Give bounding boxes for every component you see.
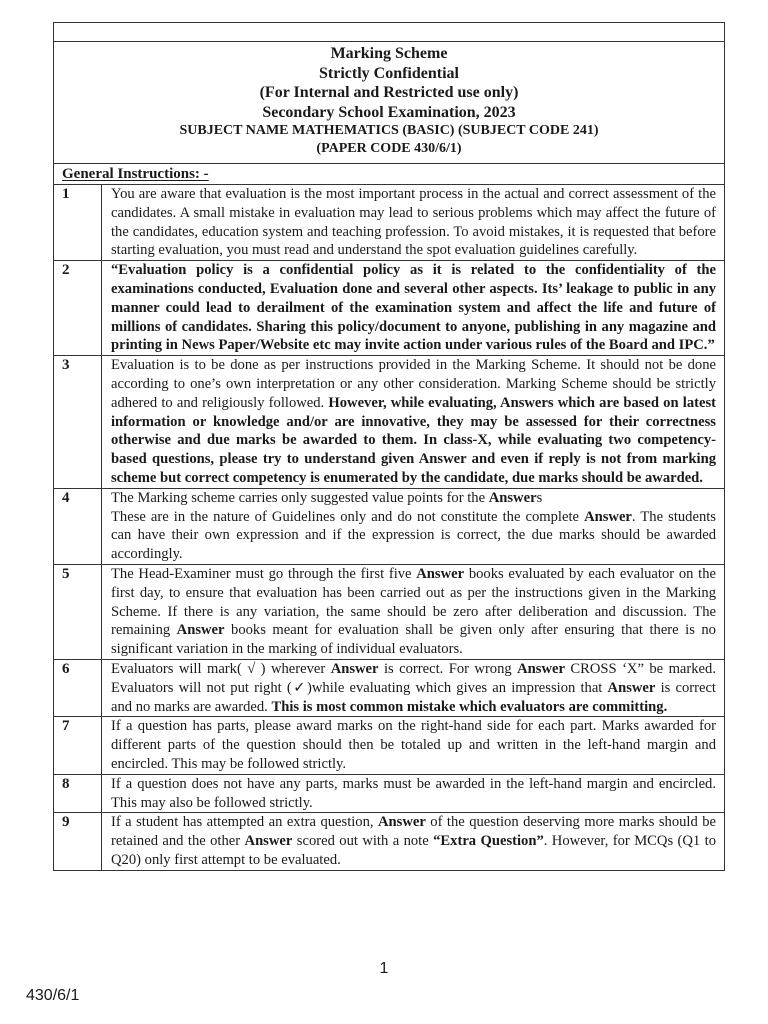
bold-text-segment: “Evaluation policy is a confidential policy as it is related to the confidentiality of the examinations conducted, Evaluation done and several other aspects. Its’ leakage to public in any manner could lead to derailment of the examination system and affect the life and future of millions of candidates. Sharing this policy/document to anyone, publishing in any magazine and printing in News Paper/Website etc may invite action under various rules of the Board and IPC.” bbox=[111, 262, 716, 354]
instruction-text bbox=[102, 356, 724, 488]
instruction-row bbox=[53, 660, 725, 717]
general-instructions-heading: General Instructions: - bbox=[53, 164, 725, 185]
text-segment: These are in the nature of Guidelines only and do not constitute the complete bbox=[111, 508, 585, 525]
instruction-number: 2 bbox=[54, 261, 102, 355]
text-segment: The Marking scheme carries only suggested value points for the bbox=[111, 489, 489, 506]
text-segment: Evaluation is to be done as per instructions provided in the Marking Scheme. It should not be done according to one’s own interpretation or any other consideration. Marking Scheme should be strictly adhered to and religiously followed. bbox=[111, 357, 716, 411]
bold-text-segment: Answer bbox=[330, 660, 379, 677]
text-segment: You are aware that evaluation is the most important process in the actual and correct assessment of the candidates. A small mistake in evaluation may lead to serious problems which may affect the future of the candidates, education system and teaching profession. To avoid mistakes, it is requested that before starting evaluation, you must read and understand the spot evaluation guidelines carefully. bbox=[111, 186, 716, 259]
text-segment: is correct and no marks are awarded. bbox=[111, 679, 716, 715]
text-segment: If a student has attempted an extra question, bbox=[111, 814, 379, 831]
bold-text-segment: Answer bbox=[378, 814, 426, 831]
bold-text-segment: Answer bbox=[517, 660, 565, 677]
instruction-row bbox=[53, 775, 725, 814]
instruction-row bbox=[53, 565, 725, 660]
bold-text-segment: Answer bbox=[416, 565, 465, 582]
bold-text-segment: Answer bbox=[584, 508, 632, 525]
instruction-text bbox=[102, 185, 724, 260]
footer-paper-code: 430/6/1 bbox=[26, 987, 80, 1004]
text-segment: If a question has parts, please award marks on the right-hand side for each part. Marks awarded for different parts of the question should then be totaled up and written in the left-hand margin and encircled. This may be followed strictly. bbox=[111, 718, 716, 772]
bold-text-segment: Answer bbox=[244, 833, 293, 850]
text-segment: Evaluators will mark( √ ) wherever bbox=[111, 660, 331, 677]
header-confidential: Strictly Confidential bbox=[319, 64, 459, 82]
text-segment: CROSS ‘X” be marked. Evaluators will not put right (✓)while evaluating which gives an impression that bbox=[111, 660, 716, 696]
instruction-row bbox=[53, 356, 725, 489]
instruction-number: 3 bbox=[54, 356, 102, 488]
bold-text-segment: This is most common mistake which evaluators are committing. bbox=[271, 698, 668, 715]
instruction-text bbox=[102, 489, 724, 564]
instruction-row bbox=[53, 813, 725, 870]
text-segment: of the question deserving more marks should be retained and the other bbox=[111, 814, 716, 850]
text-segment: is correct. For wrong bbox=[378, 660, 518, 677]
header-exam: Secondary School Examination, 2023 bbox=[262, 103, 516, 121]
bold-text-segment: “Extra Question” bbox=[433, 833, 544, 850]
bold-text-segment: Answer bbox=[488, 489, 537, 506]
text-segment: s bbox=[536, 489, 543, 506]
instruction-number: 1 bbox=[54, 185, 102, 260]
instruction-text bbox=[102, 660, 724, 716]
text-segment: scored out with a note bbox=[292, 833, 434, 850]
instruction-row bbox=[53, 489, 725, 565]
header-subject: SUBJECT NAME MATHEMATICS (BASIC) (SUBJECT CODE 241) bbox=[179, 123, 599, 138]
instruction-number: 9 bbox=[54, 813, 102, 869]
instruction-text bbox=[102, 775, 724, 813]
instruction-number: 7 bbox=[54, 717, 102, 773]
text-segment: books evaluated by each evaluator on the first day, to ensure that evaluation has been carried out as per the instructions given in the Marking Scheme. If there is any variation, the same should be zero after deliberation and discussion. The remaining bbox=[111, 565, 716, 639]
header-title: Marking Scheme bbox=[330, 45, 448, 62]
instruction-row bbox=[53, 185, 725, 261]
text-segment: . The students can have their own expression and if the expression is correct, the due marks should be awarded accordingly. bbox=[111, 508, 716, 563]
instruction-text bbox=[102, 261, 724, 355]
instruction-text bbox=[102, 717, 724, 773]
instruction-number: 5 bbox=[54, 565, 102, 659]
text-segment: books meant for evaluation shall be given only after ensuring that there is no significant variation in the marking of individual evaluators. bbox=[111, 622, 716, 658]
instruction-number: 8 bbox=[54, 775, 102, 813]
bold-text-segment: Answer bbox=[607, 679, 656, 696]
instruction-number: 6 bbox=[54, 660, 102, 716]
text-segment: If a question does not have any parts, marks must be awarded in the left-hand margin and encircled. This may also be followed strictly. bbox=[111, 775, 716, 811]
header-restricted: (For Internal and Restricted use only) bbox=[259, 84, 519, 101]
instruction-text bbox=[102, 565, 724, 659]
text-segment: . However, for MCQs (Q1 to Q20) only first attempt to be evaluated. bbox=[111, 833, 716, 868]
instruction-row bbox=[53, 717, 725, 774]
page-number: 1 bbox=[379, 960, 389, 977]
instruction-list bbox=[53, 185, 725, 871]
instruction-number: 4 bbox=[54, 489, 102, 564]
marking-scheme-table bbox=[53, 22, 725, 871]
bold-text-segment: However, while evaluating, Answers which are based on latest information or knowledge and/or are innovative, they may be assessed for their correctness otherwise and due marks be awarded to them. In class-X, while evaluating two competency-based questions, please try to understand given Answer and even if reply is not from marking scheme but correct competency is enumerated by the candidate, due marks should be awarded. bbox=[111, 394, 716, 486]
top-empty-row bbox=[53, 22, 725, 42]
text-segment: The Head-Examiner must go through the first five bbox=[111, 565, 417, 582]
instruction-text bbox=[102, 813, 724, 869]
document-header bbox=[53, 42, 725, 164]
instruction-row bbox=[53, 261, 725, 356]
bold-text-segment: Answer bbox=[176, 622, 225, 639]
header-paper-code: (PAPER CODE 430/6/1) bbox=[316, 141, 462, 156]
